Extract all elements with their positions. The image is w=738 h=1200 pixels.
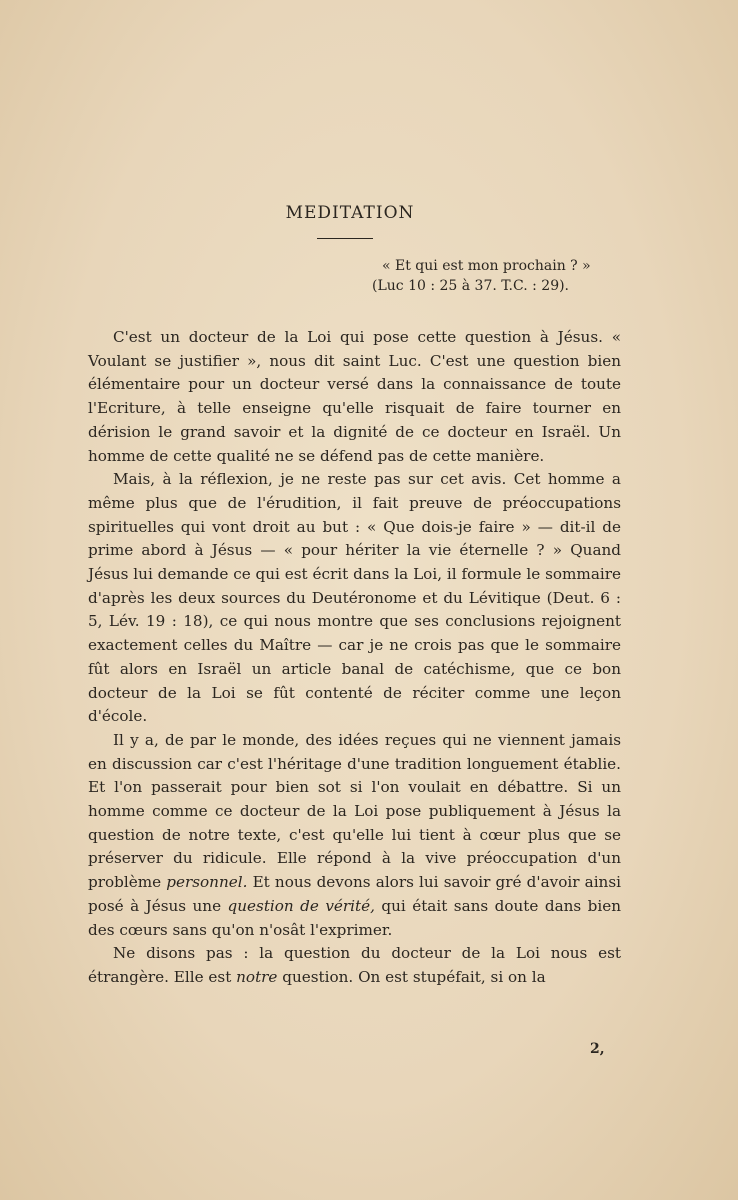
body-text: [88, 326, 621, 990]
page-number: 2,: [590, 1041, 605, 1057]
text-run: Ne disons pas : la question du docteur de la Loi nous est étrangère. Elle est: [88, 944, 621, 986]
paragraph: Mais, à la réflexion, je ne reste pas sur cet avis. Cet homme a même plus que de l'érudition, il fait preuve de préoccupations spirituelles qui vont droit au but : « Que dois-je faire » — dit-il de prime abord à Jésus — « pour hériter la vie éternelle ? » Quand Jésus lui demande ce qui est écrit dans la Loi, il formule le sommaire d'après les deux sources du Deutéronome et du Lévitique (Deut. 6 : 5, Lév. 19 : 18), ce qui nous montre que ses conclusions rejoignent exactement celles du Maître — car je ne crois pas que le sommaire fût alors en Israël un article banal de catéchisme, que ce bon docteur de la Loi se fût contenté de réciter comme une leçon d'école.: [88, 470, 621, 726]
paragraph: [88, 729, 621, 942]
epigraph-reference: (Luc 10 : 25 à 37. T.C. : 29).: [372, 278, 570, 294]
epigraph-quote: « Et qui est mon prochain ? »: [382, 258, 591, 274]
title-rule: [317, 238, 373, 239]
paragraph: [88, 942, 621, 989]
italic-text: personnel.: [166, 873, 248, 892]
text-run: qui était sans doute dans bien des cœurs sans qu'on n'osât l'exprimer.: [88, 896, 622, 939]
page-title: MEDITATION: [285, 203, 415, 223]
italic-text: notre: [236, 967, 278, 986]
text-run: Il y a, de par le monde, des idées reçues qui ne viennent jamais en discussion car c'est l'héritage d'une tradition longuement établie. Et l'on passerait pour bien sot si l'on voulait en débattre. Si un homme comme ce docteur de la Loi pose publiquement à Jésus la question de notre texte, c'est qu'elle lui tient à cœur plus que se préserver du ridicule. Elle répond à la vive préoccupation d'un problème: [88, 730, 621, 892]
text-run: Et nous devons alors lui savoir gré d'avoir ainsi posé à Jésus une: [88, 873, 621, 915]
epigraph: [372, 256, 632, 296]
paragraph: C'est un docteur de la Loi qui pose cette question à Jésus. « Voulant se justifier », nous dit saint Luc. C'est une question bien élémentaire pour un docteur versé dans la connaissance de toute l'Ecriture, à telle enseigne qu'elle risquait de faire tourner en dérision le grand savoir et la dignité de ce docteur en Israël. Un homme de cette qualité ne se défend pas de cette manière.: [88, 328, 621, 465]
italic-text: question de vérité,: [227, 896, 375, 915]
text-run: question. On est stupéfait, si on la: [277, 967, 546, 986]
